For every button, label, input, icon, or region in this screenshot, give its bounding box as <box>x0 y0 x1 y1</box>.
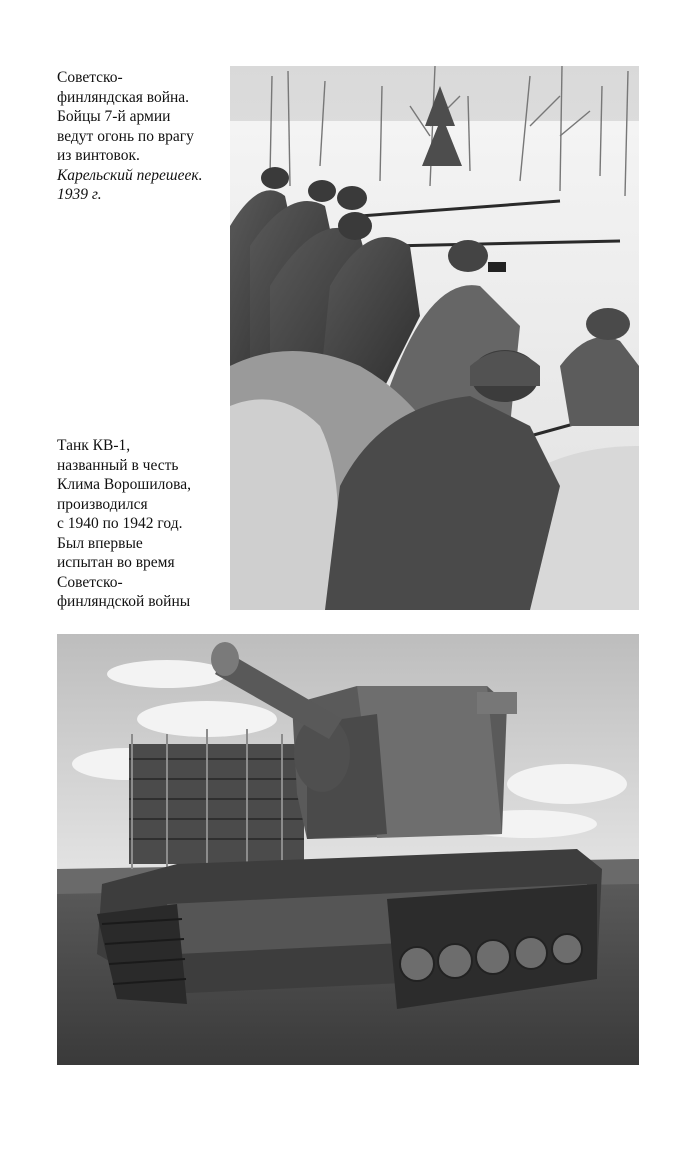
caption-line: Бойцы 7-й армии <box>57 108 171 125</box>
caption-line: Был впервые <box>57 534 143 552</box>
caption-line: Советско- <box>57 573 123 591</box>
caption-year-line: 1939 г. <box>57 186 102 203</box>
caption-line: испытан во время <box>57 554 175 571</box>
caption-line: финляндская война. <box>57 88 190 106</box>
caption-line: финляндской войны <box>57 593 191 610</box>
soldiers-trench-image <box>230 66 639 610</box>
caption-line: производился <box>57 495 148 513</box>
caption-soldiers <box>57 68 227 205</box>
caption-line: Советско- <box>57 69 123 86</box>
caption-place-line: Карельский перешеек. <box>57 166 203 184</box>
soldiers-trench-photo <box>230 66 639 610</box>
kv-tank-photo <box>57 634 639 1065</box>
caption-line: ведут огонь по врагу <box>57 127 194 145</box>
caption-tank <box>57 436 227 612</box>
caption-line: Клима Ворошилова, <box>57 476 191 493</box>
caption-line: Танк КВ-1, <box>57 437 131 454</box>
caption-line: из винтовок. <box>57 147 140 164</box>
caption-line: названный в честь <box>57 456 179 474</box>
kv-tank-image <box>57 634 639 1065</box>
caption-line: с 1940 по 1942 год. <box>57 515 183 532</box>
